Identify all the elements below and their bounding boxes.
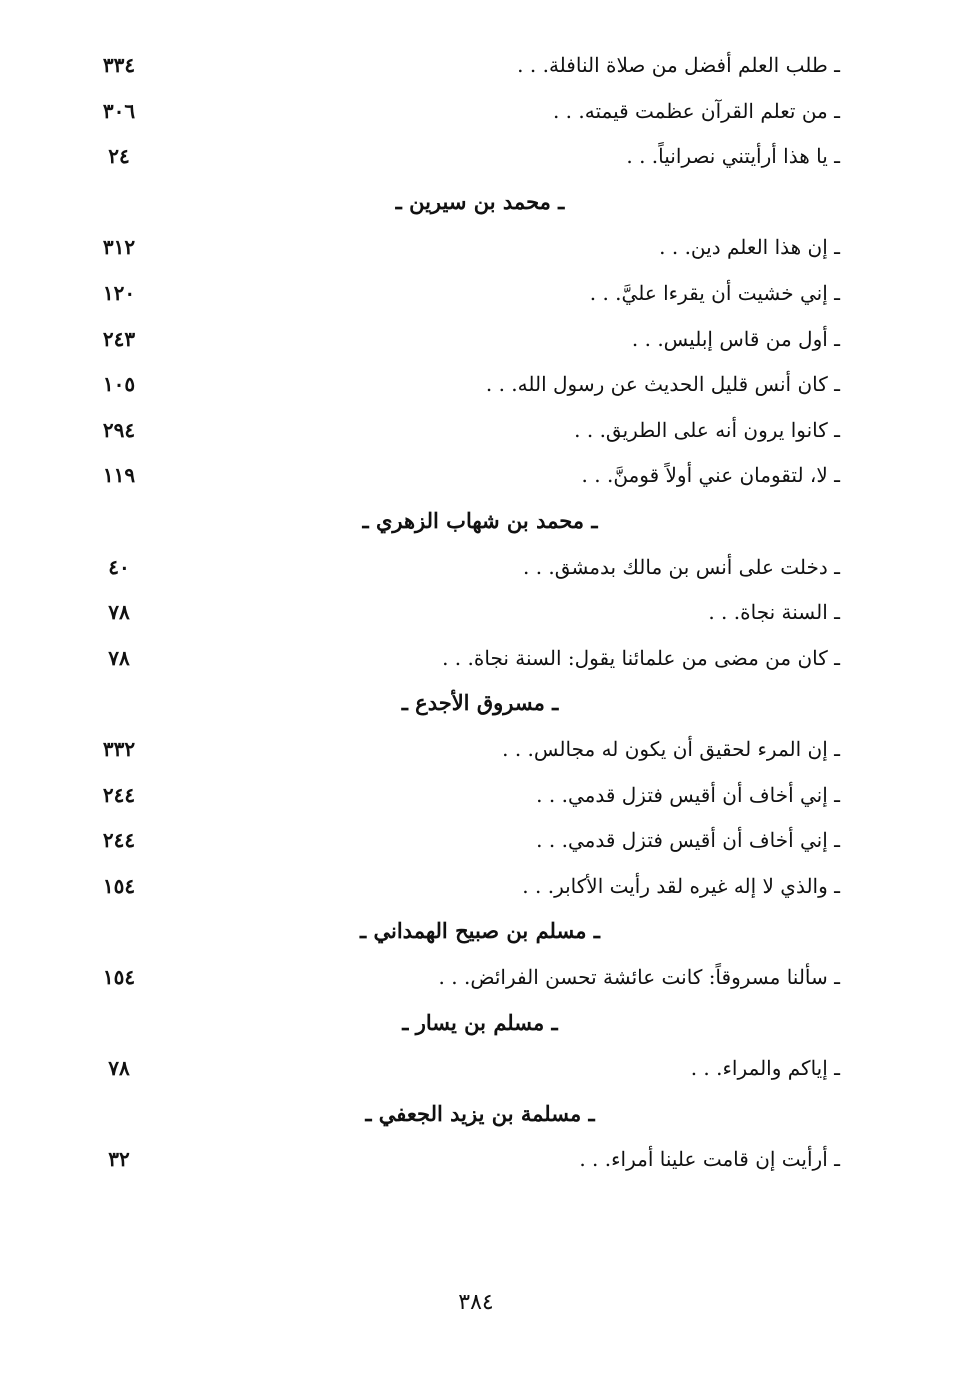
index-entry bbox=[60, 226, 850, 272]
index-entry bbox=[60, 90, 850, 136]
entry-page-number: ١٥٤ bbox=[102, 965, 136, 989]
entry-text: ـ كانوا يرون أنه على الطريق. . . bbox=[574, 418, 840, 442]
section-heading-text: ـ مسلم بن صبيح الهمداني ـ bbox=[360, 918, 600, 943]
entry-text: ـ والذي لا إله غيره لقد رأيت الأكابر. . . bbox=[522, 874, 840, 898]
page-number: ٣٨٤ bbox=[458, 1290, 494, 1315]
index-entry bbox=[60, 135, 850, 181]
entry-page-number: ١٥٤ bbox=[102, 874, 136, 898]
entry-page-number: ٣١٢ bbox=[102, 235, 136, 259]
index-entry bbox=[60, 44, 850, 90]
index-entry bbox=[60, 819, 850, 865]
index-entry bbox=[60, 409, 850, 455]
entry-text: ـ إني خشيت أن يقرءا عليَّ. . . bbox=[589, 281, 840, 305]
entry-text: ـ أرأيت إن قامت علينا أمراء. . . bbox=[579, 1147, 840, 1171]
entry-page-number: ٢٤٤ bbox=[102, 783, 136, 807]
section-heading bbox=[80, 682, 880, 728]
entry-page-number: ١٠٥ bbox=[102, 372, 136, 396]
entry-page-number: ٤٠ bbox=[108, 555, 130, 579]
index-entry bbox=[60, 363, 850, 409]
entry-text: ـ إن المرء لحقيق أن يكون له مجالس. . . bbox=[502, 737, 840, 761]
index-entry bbox=[60, 956, 850, 1002]
entry-page-number: ١٢٠ bbox=[102, 281, 136, 305]
section-heading bbox=[80, 910, 880, 956]
section-heading bbox=[80, 1093, 880, 1139]
section-heading-text: ـ محمد بن سيرين ـ bbox=[395, 189, 565, 214]
entry-page-number: ٧٨ bbox=[108, 600, 130, 624]
section-heading-text: ـ محمد بن شهاب الزهري ـ bbox=[362, 508, 598, 533]
index-entry bbox=[60, 774, 850, 820]
entry-text: ـ إني أخاف أن أقيس فتزل قدمي. . . bbox=[536, 783, 840, 807]
entry-text: ـ السنة نجاة. . . bbox=[708, 600, 840, 624]
section-heading bbox=[80, 1002, 880, 1048]
entry-page-number: ٢٩٤ bbox=[102, 418, 136, 442]
entry-text: ـ سألنا مسروقاً: كانت عائشة تحسن الفرائض. . . bbox=[438, 965, 840, 989]
entry-page-number: ١١٩ bbox=[102, 463, 136, 487]
index-entry bbox=[60, 546, 850, 592]
index-entry bbox=[60, 1138, 850, 1184]
section-heading-text: ـ مسلمة بن يزيد الجعفي ـ bbox=[365, 1101, 595, 1126]
index-entry bbox=[60, 1047, 850, 1093]
entry-page-number: ٣٢ bbox=[108, 1147, 130, 1171]
entry-text: ـ إن هذا العلم دين. . . bbox=[659, 235, 840, 259]
entry-page-number: ٢٤٤ bbox=[102, 828, 136, 852]
section-heading bbox=[80, 181, 880, 227]
entry-text: ـ دخلت على أنس بن مالك بدمشق. . . bbox=[522, 555, 840, 579]
entry-page-number: ٢٤٣ bbox=[102, 327, 136, 351]
entry-page-number: ٣٠٦ bbox=[102, 99, 136, 123]
section-heading-text: ـ مسلم بن يسار ـ bbox=[402, 1010, 558, 1035]
index-entry bbox=[60, 272, 850, 318]
entry-text: ـ أول من قاس إبليس. . . bbox=[631, 327, 840, 351]
index-entry bbox=[60, 637, 850, 683]
entry-page-number: ٢٤ bbox=[108, 144, 130, 168]
entry-text: ـ من تعلم القرآن عظمت قيمته. . . bbox=[552, 99, 840, 123]
entry-text: ـ إياكم والمراء. . . bbox=[690, 1056, 840, 1080]
entry-text: ـ كان من مضى من علمائنا يقول: السنة نجاة. . . bbox=[442, 646, 840, 670]
index-entry bbox=[60, 728, 850, 774]
entry-text: ـ طلب العلم أفضل من صلاة النافلة. . . bbox=[517, 53, 840, 77]
entry-page-number: ٧٨ bbox=[108, 646, 130, 670]
entry-page-number: ٧٨ bbox=[108, 1056, 130, 1080]
entry-page-number: ٣٣٤ bbox=[102, 53, 136, 77]
entry-text: ـ يا هذا أرأيتني نصرانياً. . . bbox=[626, 144, 840, 168]
index-entry bbox=[60, 454, 850, 500]
entry-page-number: ٣٣٢ bbox=[102, 737, 136, 761]
entry-text: ـ لا، لتقومان عني أولاً قومنَّ. . . bbox=[581, 463, 840, 487]
section-heading-text: ـ مسروق الأجدع ـ bbox=[401, 690, 559, 715]
index-entry bbox=[60, 591, 850, 637]
index-entry bbox=[60, 865, 850, 911]
entry-text: ـ إني أخاف أن أقيس فتزل قدمي. . . bbox=[536, 828, 840, 852]
section-heading bbox=[80, 500, 880, 546]
index-entry bbox=[60, 318, 850, 364]
entry-text: ـ كان أنس قليل الحديث عن رسول الله. . . bbox=[485, 372, 840, 396]
